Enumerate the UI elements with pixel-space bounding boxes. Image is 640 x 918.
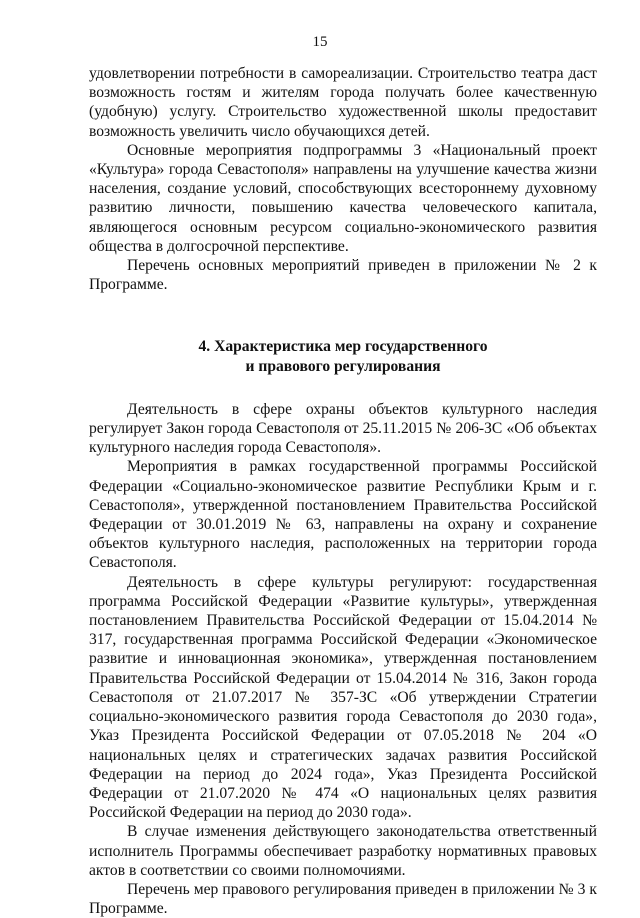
paragraph-legal-measures-list: Перечень мер правового регулирования приведен в приложении № 3 к Программе. [89, 880, 597, 918]
section-heading-line-2: и правового регулирования [245, 357, 441, 375]
paragraph-activities-list: Перечень основных мероприятий приведен в приложении № 2 к Программе. [89, 257, 597, 294]
section-heading-line-1: 4. Характеристика мер государственного [198, 338, 488, 356]
paragraph-subprogram-3: Основные мероприятия подпрограммы 3 «Национальный проект «Культура» города Севастополя» направлены на улучшение качества жизни населения, создание условий, способствующих всестороннему духовному развитию личности, повышению качества человеческого капитала, являющегося основным ресурсом социально-экономического развития общества в долгосрочной перспективе. [89, 141, 597, 255]
paragraph-culture-regulation: Деятельность в сфере культуры регулируют: государственная программа Российской Федерации «Развитие культуры», утвержденная постановлением Правительства Российской Федерации от 15.04.2014 № 317, государственная программа Российской Федерации «Экономическое развитие и инновационная экономика», утвержденная постановлением Правительства Российской Федерации от 15.04.2014 № 316, Закон города Севастополя от 21.07.2017 № 357-ЗС «Об утверждении Стратегии социально-экономического развития города Севастополя до 2030 года», Указ Президента Российской Федерации от 07.05.2018 № 204 «О национальных целях и стратегических задачах развития Российской Федерации на период до 2024 года», Указ Президента Российской Федерации от 21.07.2020 № 474 «О национальных целях развития Российской Федерации на период до 2030 года». [89, 573, 597, 822]
page-number: 15 [312, 34, 328, 50]
paragraph-legislation-changes: В случае изменения действующего законодательства ответственный исполнитель Программы обеспечивает разработку нормативных правовых актов в соответствии со своими полномочиями. [89, 823, 597, 879]
section-heading [89, 337, 597, 375]
document-body [89, 64, 597, 918]
paragraph-federal-program: Мероприятия в рамках государственной программы Российской Федерации «Социально-экономическое развитие Республики Крым и г. Севастополя», утвержденной постановлением Правительства Российской Федерации от 30.01.2019 № 63, направлены на охрану и сохранение объектов культурного наследия, расположенных на территории города Севастополя. [89, 458, 597, 572]
paragraph-intro-continuation: удовлетворении потребности в самореализации. Строительство театра даст возможность гостям и жителям города получать более качественную (удобную) услугу. Строительство художественной школы предоставит возможность увеличить число обучающихся детей. [89, 65, 597, 140]
paragraph-heritage-law: Деятельность в сфере охраны объектов культурного наследия регулирует Закон города Севастополя от 25.11.2015 № 206-ЗС «Об объектах культурного наследия города Севастополя». [89, 400, 597, 457]
